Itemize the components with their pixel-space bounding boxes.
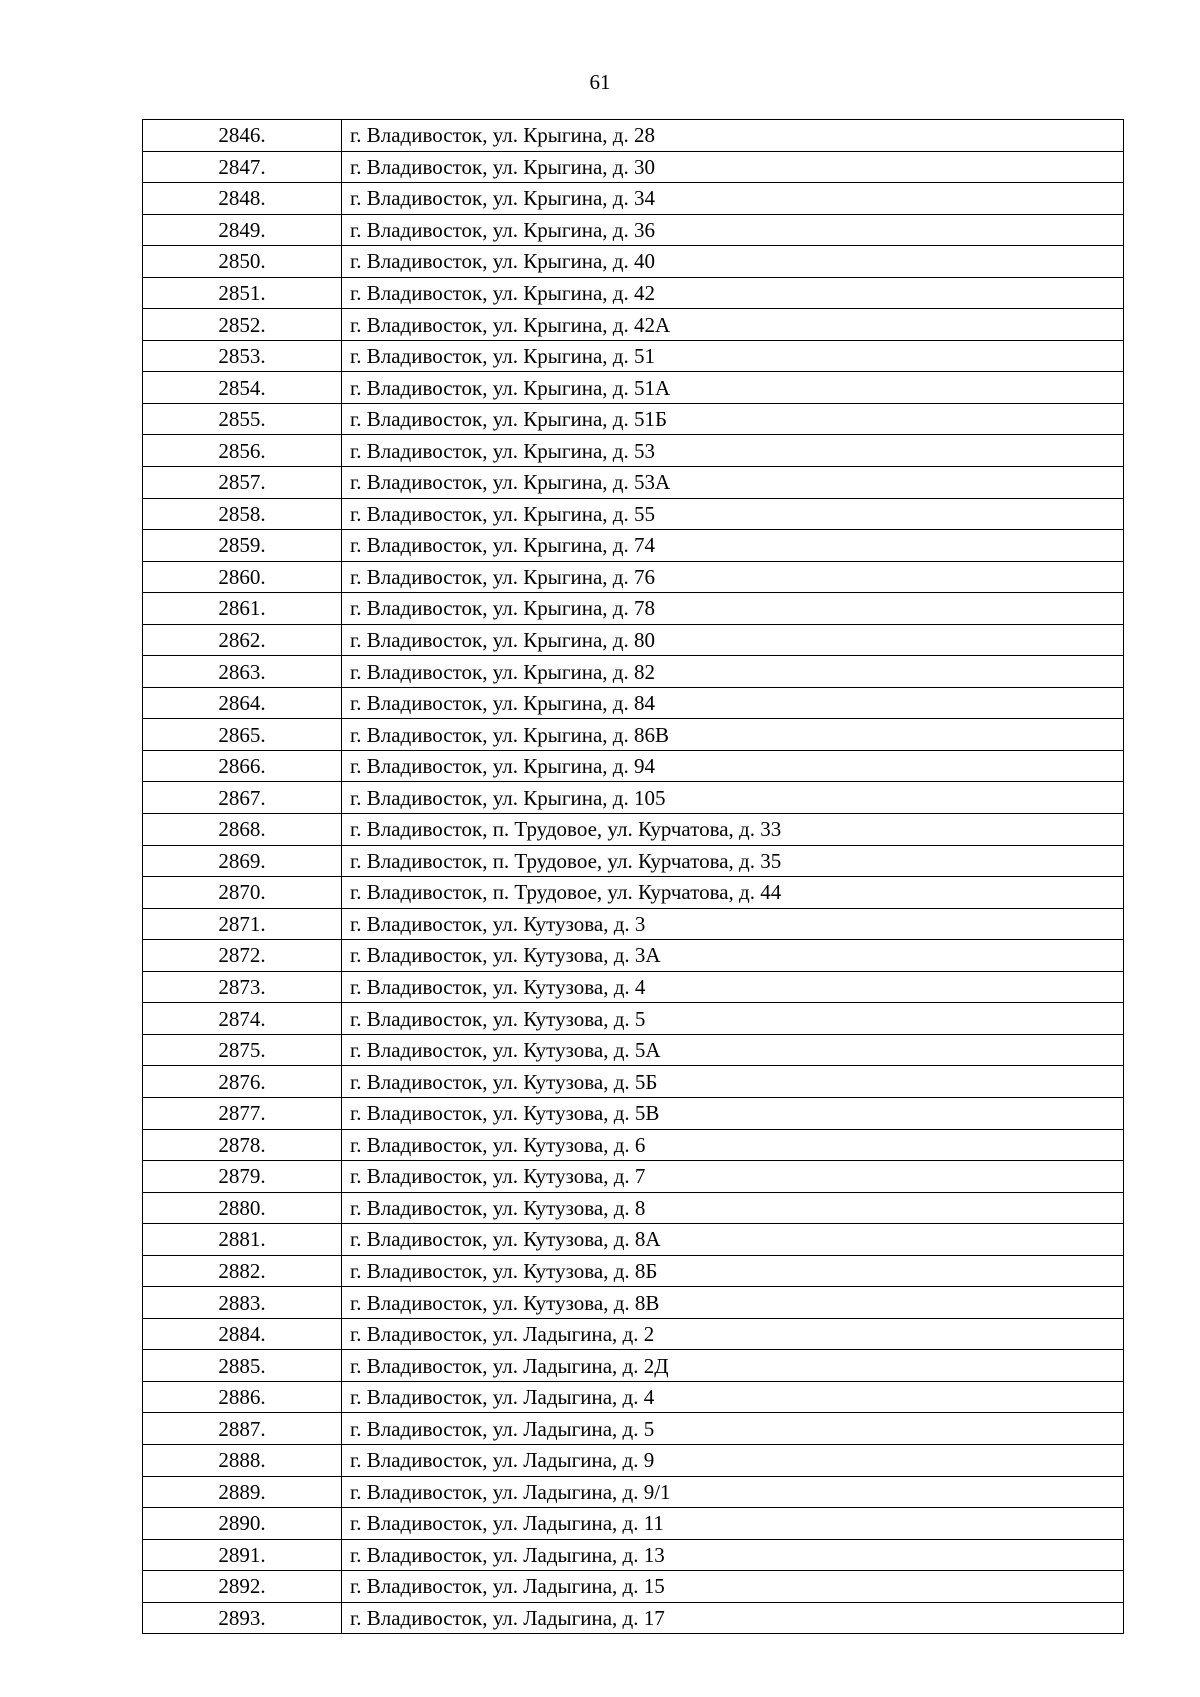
row-number-cell: 2889. xyxy=(143,1476,342,1508)
address-cell: г. Владивосток, п. Трудовое, ул. Курчатова, д. 44 xyxy=(342,877,1124,909)
address-cell: г. Владивосток, ул. Крыгина, д. 30 xyxy=(342,151,1124,183)
table-row xyxy=(143,1224,1124,1256)
row-number-cell: 2860. xyxy=(143,561,342,593)
table-row xyxy=(143,1003,1124,1035)
address-cell: г. Владивосток, ул. Кутузова, д. 7 xyxy=(342,1161,1124,1193)
row-number-cell: 2871. xyxy=(143,908,342,940)
address-cell: г. Владивосток, ул. Крыгина, д. 80 xyxy=(342,624,1124,656)
table-row xyxy=(143,372,1124,404)
table-row xyxy=(143,1539,1124,1571)
address-cell: г. Владивосток, ул. Крыгина, д. 55 xyxy=(342,498,1124,530)
row-number-cell: 2878. xyxy=(143,1129,342,1161)
row-number-cell: 2858. xyxy=(143,498,342,530)
row-number-cell: 2877. xyxy=(143,1097,342,1129)
row-number-cell: 2866. xyxy=(143,750,342,782)
address-cell: г. Владивосток, ул. Ладыгина, д. 9 xyxy=(342,1444,1124,1476)
table-row xyxy=(143,687,1124,719)
table-row xyxy=(143,971,1124,1003)
address-cell: г. Владивосток, ул. Крыгина, д. 51 xyxy=(342,340,1124,372)
table-row xyxy=(143,1476,1124,1508)
row-number-cell: 2885. xyxy=(143,1350,342,1382)
row-number-cell: 2876. xyxy=(143,1066,342,1098)
address-cell: г. Владивосток, ул. Ладыгина, д. 15 xyxy=(342,1571,1124,1603)
row-number-cell: 2870. xyxy=(143,877,342,909)
row-number-cell: 2855. xyxy=(143,403,342,435)
row-number-cell: 2851. xyxy=(143,277,342,309)
address-cell: г. Владивосток, ул. Крыгина, д. 28 xyxy=(342,120,1124,152)
table-row xyxy=(143,845,1124,877)
table-row xyxy=(143,467,1124,499)
address-cell: г. Владивосток, ул. Кутузова, д. 3 xyxy=(342,908,1124,940)
table-row xyxy=(143,498,1124,530)
row-number-cell: 2880. xyxy=(143,1192,342,1224)
address-cell: г. Владивосток, ул. Крыгина, д. 86В xyxy=(342,719,1124,751)
table-row xyxy=(143,340,1124,372)
row-number-cell: 2873. xyxy=(143,971,342,1003)
address-cell: г. Владивосток, ул. Крыгина, д. 51А xyxy=(342,372,1124,404)
row-number-cell: 2874. xyxy=(143,1003,342,1035)
table-row xyxy=(143,1129,1124,1161)
table-row xyxy=(143,1602,1124,1634)
table-row xyxy=(143,1192,1124,1224)
table-row xyxy=(143,750,1124,782)
address-cell: г. Владивосток, ул. Кутузова, д. 3А xyxy=(342,940,1124,972)
row-number-cell: 2863. xyxy=(143,656,342,688)
row-number-cell: 2865. xyxy=(143,719,342,751)
address-cell: г. Владивосток, ул. Ладыгина, д. 2Д xyxy=(342,1350,1124,1382)
address-cell: г. Владивосток, ул. Кутузова, д. 5Б xyxy=(342,1066,1124,1098)
address-cell: г. Владивосток, ул. Крыгина, д. 42А xyxy=(342,309,1124,341)
row-number-cell: 2881. xyxy=(143,1224,342,1256)
address-cell: г. Владивосток, ул. Ладыгина, д. 17 xyxy=(342,1602,1124,1634)
address-cell: г. Владивосток, ул. Кутузова, д. 4 xyxy=(342,971,1124,1003)
row-number-cell: 2868. xyxy=(143,814,342,846)
row-number-cell: 2861. xyxy=(143,593,342,625)
table-row xyxy=(143,1571,1124,1603)
table-row xyxy=(143,1381,1124,1413)
row-number-cell: 2891. xyxy=(143,1539,342,1571)
table-row xyxy=(143,782,1124,814)
row-number-cell: 2887. xyxy=(143,1413,342,1445)
table-row xyxy=(143,593,1124,625)
row-number-cell: 2867. xyxy=(143,782,342,814)
address-cell: г. Владивосток, ул. Ладыгина, д. 11 xyxy=(342,1508,1124,1540)
address-cell: г. Владивосток, ул. Ладыгина, д. 4 xyxy=(342,1381,1124,1413)
row-number-cell: 2882. xyxy=(143,1255,342,1287)
table-row xyxy=(143,151,1124,183)
row-number-cell: 2884. xyxy=(143,1318,342,1350)
table-row xyxy=(143,435,1124,467)
address-cell: г. Владивосток, ул. Кутузова, д. 8А xyxy=(342,1224,1124,1256)
table-row xyxy=(143,120,1124,152)
row-number-cell: 2856. xyxy=(143,435,342,467)
address-cell: г. Владивосток, п. Трудовое, ул. Курчатова, д. 33 xyxy=(342,814,1124,846)
row-number-cell: 2853. xyxy=(143,340,342,372)
table-row xyxy=(143,277,1124,309)
table-row xyxy=(143,1161,1124,1193)
table-row xyxy=(143,246,1124,278)
address-cell: г. Владивосток, ул. Ладыгина, д. 2 xyxy=(342,1318,1124,1350)
row-number-cell: 2854. xyxy=(143,372,342,404)
row-number-cell: 2869. xyxy=(143,845,342,877)
table-row xyxy=(143,214,1124,246)
table-row xyxy=(143,1508,1124,1540)
address-cell: г. Владивосток, ул. Крыгина, д. 74 xyxy=(342,530,1124,562)
table-row xyxy=(143,1413,1124,1445)
address-cell: г. Владивосток, ул. Кутузова, д. 8В xyxy=(342,1287,1124,1319)
row-number-cell: 2888. xyxy=(143,1444,342,1476)
address-cell: г. Владивосток, ул. Кутузова, д. 8Б xyxy=(342,1255,1124,1287)
row-number-cell: 2850. xyxy=(143,246,342,278)
table-row xyxy=(143,719,1124,751)
table-row xyxy=(143,814,1124,846)
table-row xyxy=(143,908,1124,940)
address-cell: г. Владивосток, ул. Крыгина, д. 94 xyxy=(342,750,1124,782)
table-row xyxy=(143,1034,1124,1066)
address-cell: г. Владивосток, ул. Крыгина, д. 51Б xyxy=(342,403,1124,435)
address-cell: г. Владивосток, ул. Крыгина, д. 82 xyxy=(342,656,1124,688)
address-cell: г. Владивосток, ул. Крыгина, д. 105 xyxy=(342,782,1124,814)
address-cell: г. Владивосток, ул. Кутузова, д. 8 xyxy=(342,1192,1124,1224)
row-number-cell: 2872. xyxy=(143,940,342,972)
row-number-cell: 2846. xyxy=(143,120,342,152)
row-number-cell: 2859. xyxy=(143,530,342,562)
address-cell: г. Владивосток, ул. Кутузова, д. 5 xyxy=(342,1003,1124,1035)
address-table-body xyxy=(143,120,1124,1634)
row-number-cell: 2864. xyxy=(143,687,342,719)
table-row xyxy=(143,1444,1124,1476)
row-number-cell: 2862. xyxy=(143,624,342,656)
table-row xyxy=(143,309,1124,341)
row-number-cell: 2849. xyxy=(143,214,342,246)
row-number-cell: 2886. xyxy=(143,1381,342,1413)
address-cell: г. Владивосток, ул. Кутузова, д. 5А xyxy=(342,1034,1124,1066)
address-cell: г. Владивосток, ул. Крыгина, д. 53 xyxy=(342,435,1124,467)
row-number-cell: 2847. xyxy=(143,151,342,183)
row-number-cell: 2852. xyxy=(143,309,342,341)
address-cell: г. Владивосток, ул. Крыгина, д. 84 xyxy=(342,687,1124,719)
address-cell: г. Владивосток, ул. Крыгина, д. 40 xyxy=(342,246,1124,278)
row-number-cell: 2875. xyxy=(143,1034,342,1066)
address-cell: г. Владивосток, ул. Крыгина, д. 53А xyxy=(342,467,1124,499)
address-cell: г. Владивосток, ул. Крыгина, д. 42 xyxy=(342,277,1124,309)
address-table xyxy=(142,119,1124,1634)
address-cell: г. Владивосток, п. Трудовое, ул. Курчатова, д. 35 xyxy=(342,845,1124,877)
row-number-cell: 2857. xyxy=(143,467,342,499)
address-cell: г. Владивосток, ул. Кутузова, д. 6 xyxy=(342,1129,1124,1161)
row-number-cell: 2848. xyxy=(143,183,342,215)
address-cell: г. Владивосток, ул. Крыгина, д. 76 xyxy=(342,561,1124,593)
table-row xyxy=(143,530,1124,562)
table-row xyxy=(143,1287,1124,1319)
table-row xyxy=(143,1318,1124,1350)
address-cell: г. Владивосток, ул. Ладыгина, д. 5 xyxy=(342,1413,1124,1445)
address-cell: г. Владивосток, ул. Крыгина, д. 36 xyxy=(342,214,1124,246)
table-row xyxy=(143,183,1124,215)
row-number-cell: 2879. xyxy=(143,1161,342,1193)
table-row xyxy=(143,656,1124,688)
table-row xyxy=(143,624,1124,656)
table-row xyxy=(143,940,1124,972)
address-cell: г. Владивосток, ул. Ладыгина, д. 13 xyxy=(342,1539,1124,1571)
row-number-cell: 2883. xyxy=(143,1287,342,1319)
address-cell: г. Владивосток, ул. Ладыгина, д. 9/1 xyxy=(342,1476,1124,1508)
address-cell: г. Владивосток, ул. Кутузова, д. 5В xyxy=(342,1097,1124,1129)
table-row xyxy=(143,1350,1124,1382)
page-number: 61 xyxy=(589,70,611,94)
row-number-cell: 2890. xyxy=(143,1508,342,1540)
table-row xyxy=(143,561,1124,593)
table-row xyxy=(143,877,1124,909)
table-row xyxy=(143,403,1124,435)
table-row xyxy=(143,1097,1124,1129)
table-row xyxy=(143,1066,1124,1098)
row-number-cell: 2892. xyxy=(143,1571,342,1603)
row-number-cell: 2893. xyxy=(143,1602,342,1634)
address-cell: г. Владивосток, ул. Крыгина, д. 34 xyxy=(342,183,1124,215)
table-row xyxy=(143,1255,1124,1287)
address-cell: г. Владивосток, ул. Крыгина, д. 78 xyxy=(342,593,1124,625)
